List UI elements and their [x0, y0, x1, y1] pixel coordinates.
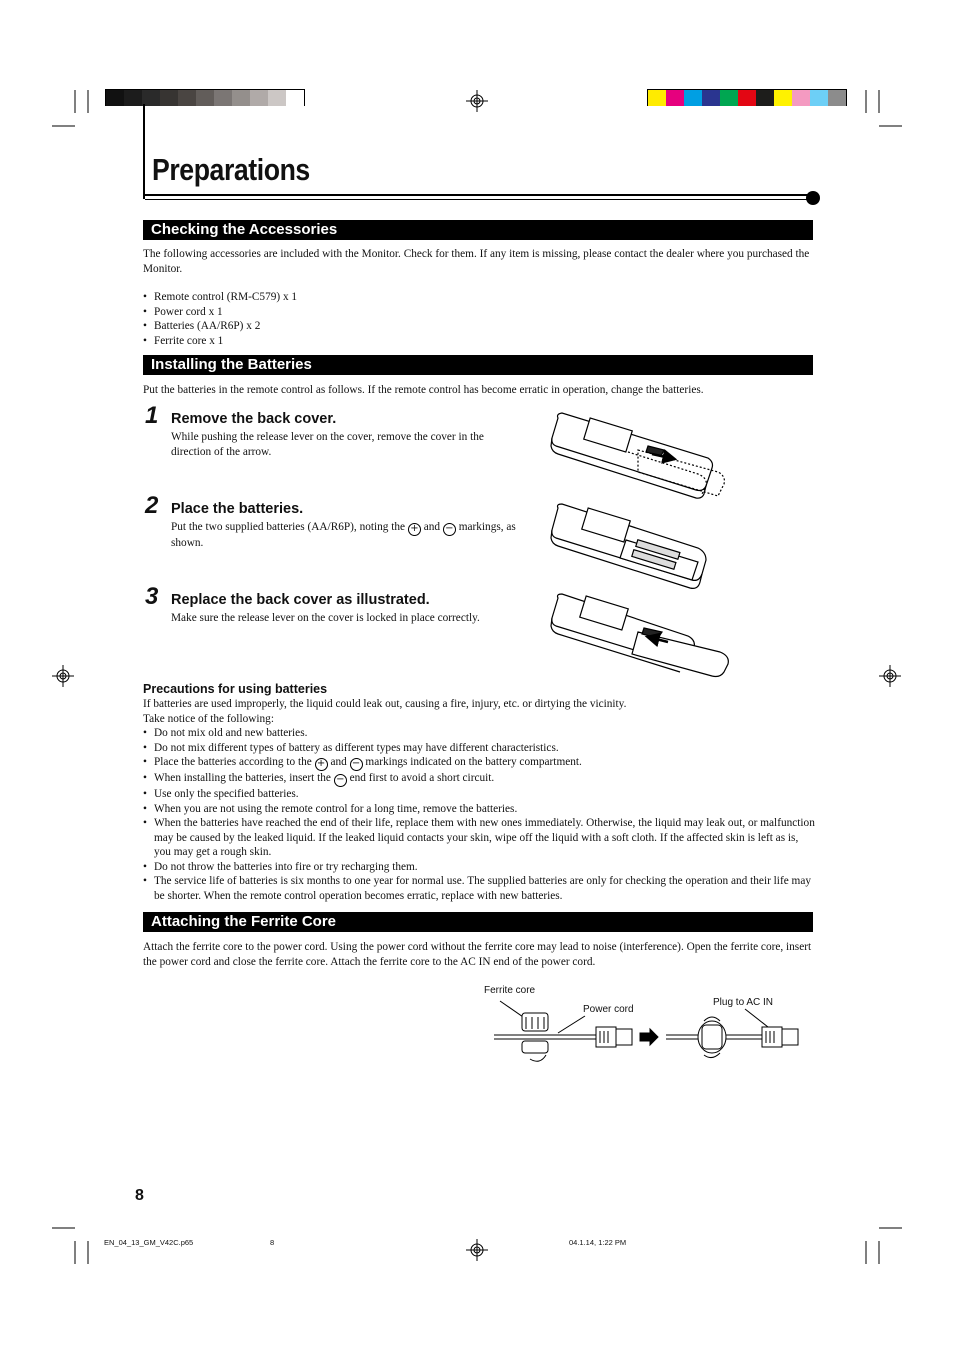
- list-item: • Do not throw the batteries into fire or try recharging them.: [143, 860, 815, 875]
- calibration-swatch: [648, 90, 666, 106]
- calibration-swatch: [286, 90, 304, 106]
- section-heading-text: Installing the Batteries: [151, 356, 312, 373]
- precautions-list: [143, 726, 815, 903]
- minus-icon: −: [350, 758, 363, 771]
- footer-filename: EN_04_13_GM_V42C.p65: [104, 1238, 194, 1247]
- batteries-intro: Put the batteries in the remote control as follows. If the remote control has become erratic in operation, change the batteries.: [143, 384, 704, 396]
- step-number: 3: [145, 583, 159, 610]
- list-item: [143, 755, 815, 771]
- ferrite-core-label: Ferrite core: [484, 985, 536, 996]
- ferrite-core-diagram: [490, 995, 802, 1065]
- step-text: [171, 520, 516, 551]
- list-item: • Do not mix different types of battery as different types may have different characteristics.: [143, 741, 815, 756]
- list-item: [143, 771, 815, 787]
- calibration-swatch: [124, 90, 142, 106]
- accessories-intro: The following accessories are included with the Monitor. Check for them. If any item is missing, please contact the dealer where you purchased the Monitor.: [143, 248, 810, 275]
- list-item-text: and: [330, 756, 347, 768]
- list-item: • Remote control (RM-C579) x 1: [143, 290, 543, 305]
- precautions-intro-line: Take notice of the following:: [143, 712, 274, 725]
- color-calibration-bar: [647, 89, 847, 106]
- precautions-heading: Precautions for using batteries: [143, 682, 328, 696]
- step-text-part: markings, as shown.: [171, 521, 516, 549]
- calibration-swatch: [666, 90, 684, 106]
- list-item: • Ferrite core x 1: [143, 334, 543, 349]
- list-item: • Do not mix old and new batteries.: [143, 726, 815, 741]
- calibration-swatch: [232, 90, 250, 106]
- step-text: While pushing the release lever on the cover, remove the cover in the direction of the arrow.: [171, 431, 484, 458]
- list-item-text: end first to avoid a short circuit.: [349, 772, 495, 784]
- section-heading-text: Attaching the Ferrite Core: [151, 913, 337, 930]
- list-item-text: markings indicated on the battery compartment.: [365, 756, 582, 768]
- section-heading-ferrite: [143, 912, 813, 932]
- list-item: • The service life of batteries is six months to one year for normal use. The supplied batteries are only for checking the operation and their life may be shorter. When the remote control operation becomes erratic, replace with new batteries.: [143, 874, 815, 903]
- list-item: • Use only the specified batteries.: [143, 787, 815, 802]
- calibration-swatch: [756, 90, 774, 106]
- calibration-swatch: [196, 90, 214, 106]
- calibration-swatch: [828, 90, 846, 106]
- accessories-list: [143, 290, 543, 348]
- minus-icon: −: [443, 523, 456, 536]
- list-item: • When the batteries have reached the end of their life, replace them with new ones immediately. Otherwise, the liquid may leak out, or malfunction may be caused by the leaked liquid. If the leaked liquid contacts your skin, wipe off the liquid with a soft cloth. If the affected skin is left as is, you may get a rough skin.: [143, 816, 815, 860]
- calibration-swatch: [684, 90, 702, 106]
- step-title: Place the batteries.: [171, 501, 304, 517]
- footer-date: 04.1.14, 1:22 PM: [569, 1238, 627, 1247]
- section-heading-batteries: [143, 355, 813, 375]
- ferrite-text: Attach the ferrite core to the power cord. Using the power cord without the ferrite core may lead to noise (interference). Open the ferrite core, insert the power cord and close the ferrite core. Attach the ferrite core to the AC IN end of the power cord.: [143, 941, 812, 968]
- step-text: Make sure the release lever on the cover is locked in place correctly.: [171, 612, 480, 624]
- title-bullet-dot: [806, 191, 820, 205]
- plus-icon: +: [408, 523, 421, 536]
- title-rule: [145, 194, 811, 196]
- grayscale-calibration-bar: [105, 89, 305, 106]
- list-item: • When you are not using the remote control for a long time, remove the batteries.: [143, 802, 815, 817]
- minus-icon: −: [334, 774, 347, 787]
- remote-place-batteries-illustration: [548, 502, 713, 592]
- calibration-swatch: [250, 90, 268, 106]
- calibration-swatch: [106, 90, 124, 106]
- step-number: 2: [145, 492, 159, 519]
- power-cord-label: Power cord: [583, 1004, 634, 1015]
- section-heading-accessories: [143, 220, 813, 240]
- calibration-swatch: [178, 90, 196, 106]
- calibration-swatch: [738, 90, 756, 106]
- calibration-swatch: [792, 90, 810, 106]
- list-item-text: When installing the batteries, insert the: [154, 772, 331, 784]
- title-vertical-rule: [143, 104, 145, 199]
- remote-remove-cover-illustration: [548, 410, 730, 502]
- step-text-and: and: [423, 521, 441, 533]
- list-item: • Batteries (AA/R6P) x 2: [143, 319, 543, 334]
- page-number: 8: [135, 1187, 144, 1204]
- step-title: Remove the back cover.: [171, 411, 337, 427]
- calibration-swatch: [214, 90, 232, 106]
- step-title: Replace the back cover as illustrated.: [171, 592, 430, 608]
- remote-replace-cover-illustration: [548, 592, 733, 682]
- calibration-swatch: [774, 90, 792, 106]
- list-item: • Power cord x 1: [143, 305, 543, 320]
- precautions-intro-line: If batteries are used improperly, the liquid could leak out, causing a fire, injury, etc. or dirtying the vicinity.: [143, 698, 627, 710]
- footer-page: 8: [270, 1238, 275, 1247]
- list-item-text: Place the batteries according to the: [154, 756, 312, 768]
- precautions-intro: [143, 697, 813, 726]
- calibration-swatch: [160, 90, 178, 106]
- calibration-swatch: [268, 90, 286, 106]
- calibration-swatch: [702, 90, 720, 106]
- section-heading-text: Checking the Accessories: [151, 221, 338, 238]
- step-number: 1: [145, 402, 159, 429]
- step-text-part: Put the two supplied batteries (AA/R6P), noting the: [171, 521, 406, 533]
- plug-label: Plug to AC IN: [713, 997, 774, 1008]
- title-rule-thin: [145, 199, 811, 200]
- calibration-swatch: [810, 90, 828, 106]
- page-title: Preparations: [152, 152, 310, 187]
- calibration-swatch: [720, 90, 738, 106]
- plus-icon: +: [315, 758, 328, 771]
